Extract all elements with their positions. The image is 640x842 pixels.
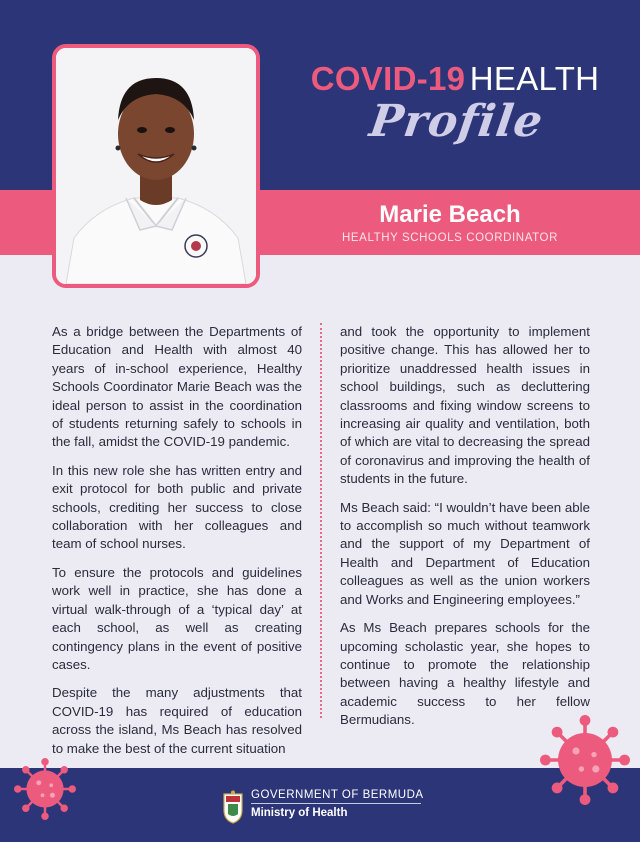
paragraph: Ms Beach said: “I wouldn’t have been able to accomplish so much without teamwork and the support of my Department of Health and Department of Education colleagues as well as the union workers and Works and Engineering employees.” [340,499,590,607]
bermuda-crest-icon [222,790,244,824]
paragraph: To ensure the protocols and guidelines work well in practice, she has done a virtual walk-through of a ‘typical day’ at each school, as well as creating contingency plans in the event of positive cases. [52,564,302,672]
paragraph: As a bridge between the Departments of Education and Health with almost 40 years of in-school experience, Healthy Schools Coordinator Marie Beach was the ideal person to assist in the coordination of students returning safely to schools in the fall, amidst the COVID-19 pandemic. [52,324,302,450]
profile-role: HEALTHY SCHOOLS COORDINATOR [342,232,558,244]
article-column-right [340,323,590,740]
coronavirus-icon [14,758,76,820]
profile-name: Marie Beach [379,201,521,228]
title-health: HEALTH [469,60,600,97]
page-title [295,60,615,98]
paragraph: and took the opportunity to implement positive change. This has allowed her to prioritize unaddressed health issues in school buildings, such as decluttering classrooms and fixing window screens to increasing air quality and ventilation, both of which are vital to decreasing the spread of coronavirus and improving the health of students in the future. [340,324,590,487]
ministry-label: Ministry of Health [251,807,348,819]
column-divider [320,323,322,718]
paragraph: In this new role she has written entry and exit protocol for both public and private schools, crediting her success to close collaboration with her colleagues and team of school nurses. [52,462,302,552]
coronavirus-icon [540,715,630,805]
profile-photo [52,44,260,288]
title-profile: Profile [366,96,547,147]
article-column-left [52,323,302,768]
title-covid: COVID-19 [310,60,466,97]
paragraph: Despite the many adjustments that COVID-19 has required of education across the island, Ms Beach has resolved to make the best of the current situation [52,685,302,756]
paragraph: As Ms Beach prepares schools for the upcoming scholastic year, she hopes to continue to promote the relationship between having a healthy lifestyle and academic success to her fellow Bermudians. [340,620,590,728]
government-label: GOVERNMENT OF BERMUDA [251,789,421,804]
